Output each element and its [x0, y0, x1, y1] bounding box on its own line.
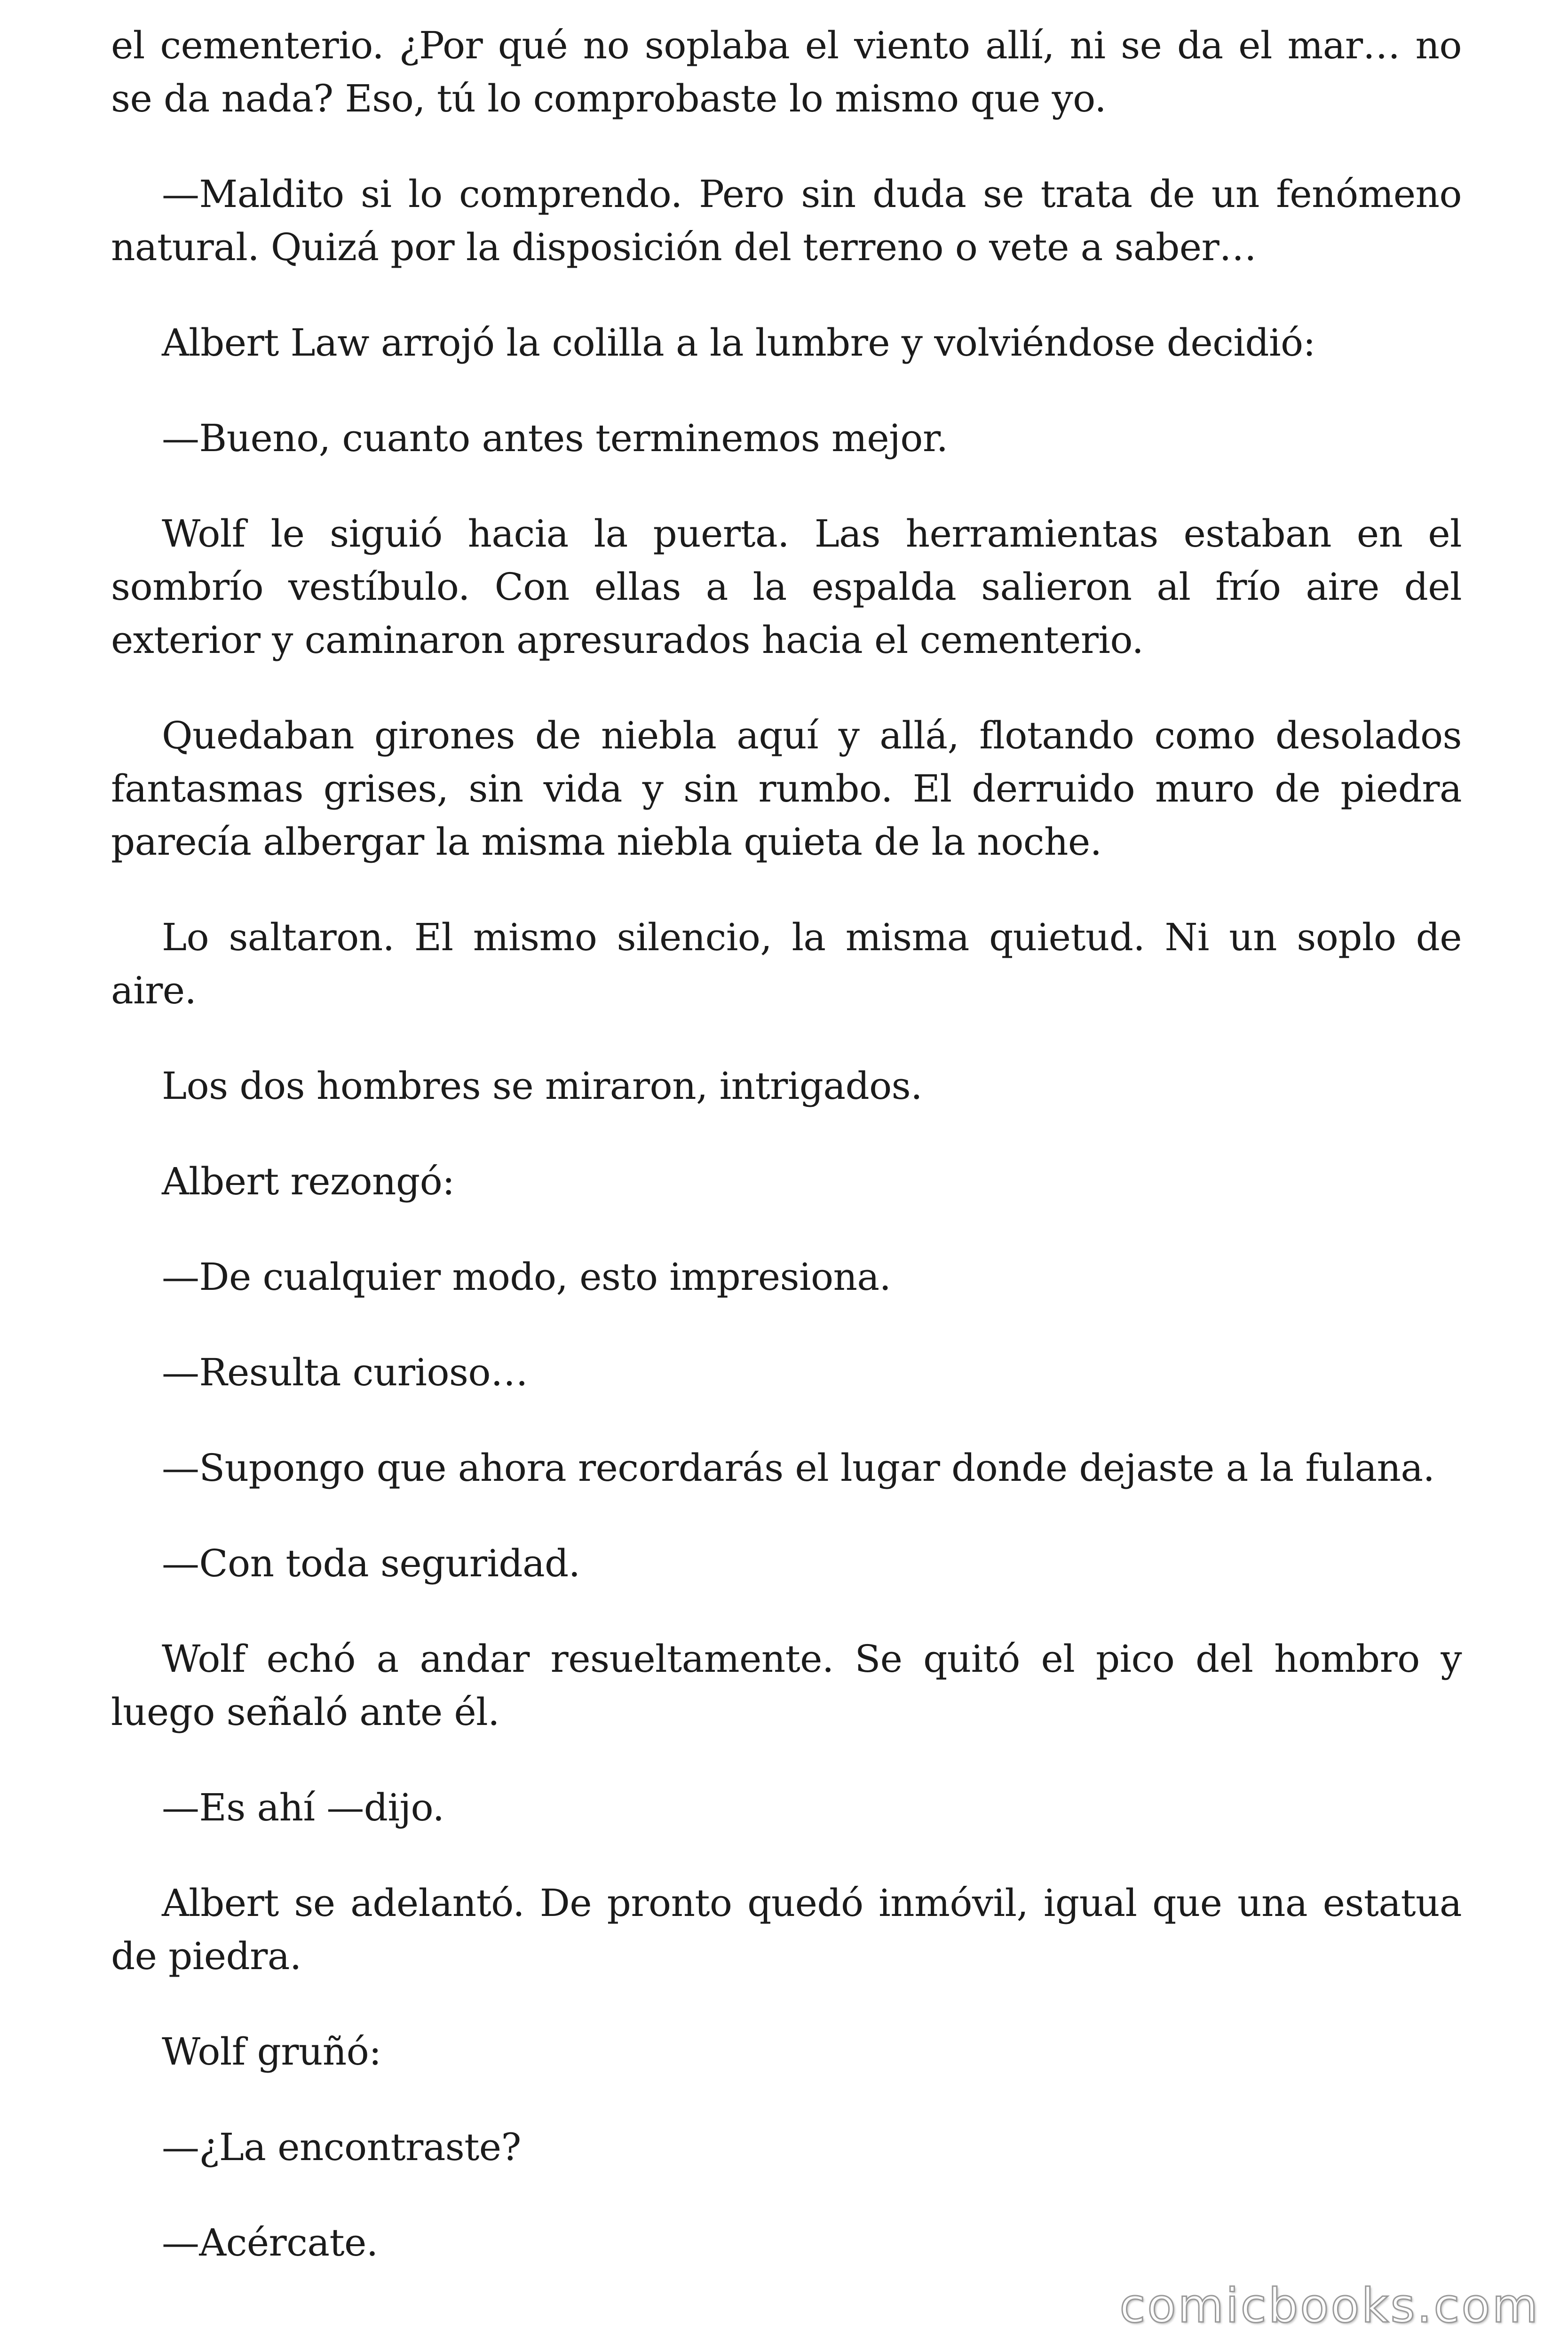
paragraph: Los dos hombres se miraron, intrigados. [162, 1064, 922, 1108]
paragraph: Wolf le siguió hacia la puerta. Las herramientas estaban en el sombrío vestíbulo. Con ellas a la espalda salieron al frío aire del exterior y caminaron apresurados hacia el cementerio. [111, 512, 1462, 662]
paragraph: —Bueno, cuanto antes terminemos mejor. [162, 416, 948, 460]
paragraph: Albert rezongó: [162, 1160, 455, 1203]
paragraph: —Con toda seguridad. [162, 1542, 580, 1585]
paragraph: —Supongo que ahora recordarás el lugar donde dejaste a la fulana. [162, 1446, 1435, 1490]
watermark: comicbooks.com [1119, 2278, 1540, 2333]
paragraph: Lo saltaron. El mismo silencio, la misma quietud. Ni un soplo de aire. [111, 915, 1462, 1012]
paragraph: el cementerio. ¿Por qué no soplaba el viento allí, ni se da el mar… no se da nada? Eso, tú lo comprobaste lo mismo que yo. [111, 24, 1462, 120]
paragraph: Wolf echó a andar resueltamente. Se quitó el pico del hombro y luego señaló ante él. [111, 1637, 1462, 1734]
paragraph: Quedaban girones de niebla aquí y allá, flotando como desolados fantasmas grises, sin vida y sin rumbo. El derruido muro de piedra parecía albergar la misma niebla quieta de la noche. [111, 714, 1462, 864]
paragraph: —Resulta curioso… [162, 1351, 528, 1394]
book-page [111, 19, 1462, 2312]
paragraph: —¿La encontraste? [162, 2125, 521, 2169]
paragraph: —Es ahí —dijo. [162, 1786, 444, 1829]
paragraph: —Acércate. [162, 2221, 378, 2265]
paragraph: —Maldito si lo comprendo. Pero sin duda se trata de un fenómeno natural. Quizá por la disposición del terreno o vete a saber… [111, 172, 1462, 269]
paragraph: Albert Law arrojó la colilla a la lumbre y volviéndose decidió: [162, 321, 1315, 365]
paragraph: Wolf gruñó: [162, 2030, 381, 2074]
paragraph: Albert se adelantó. De pronto quedó inmóvil, igual que una estatua de piedra. [111, 1881, 1462, 1978]
paragraph: —De cualquier modo, esto impresiona. [162, 1255, 891, 1299]
